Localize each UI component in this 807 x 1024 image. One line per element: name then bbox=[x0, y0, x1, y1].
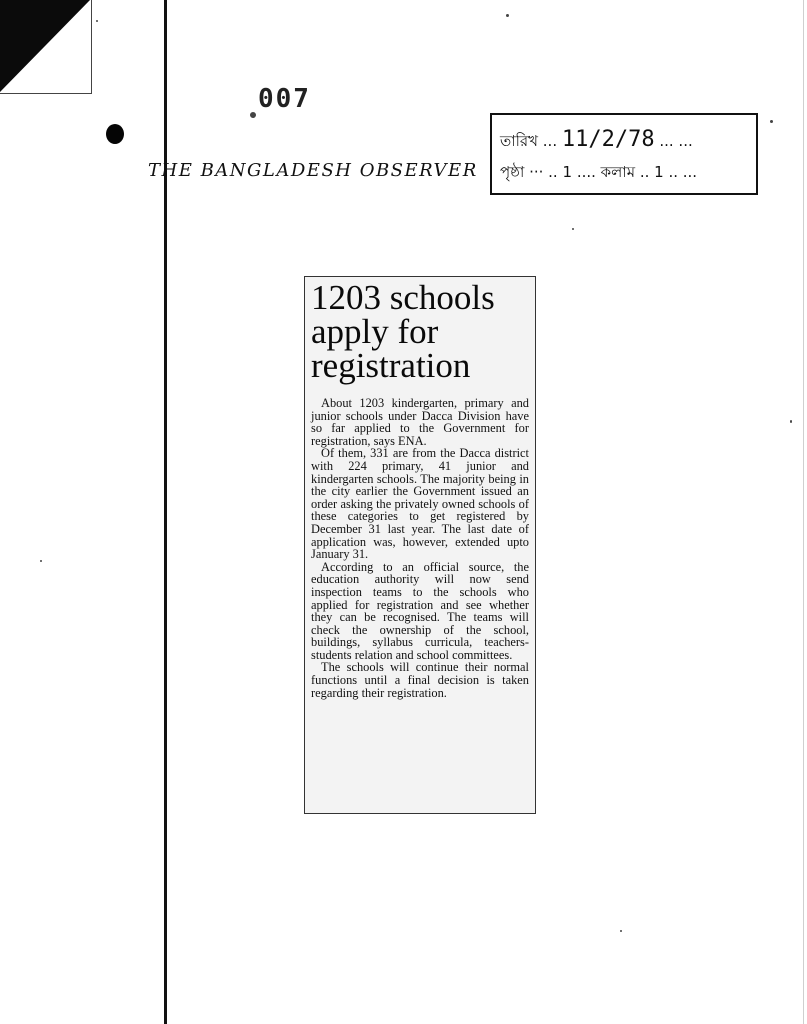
newspaper-clipping bbox=[304, 276, 536, 814]
article-headline: 1203 schools apply for registration bbox=[311, 278, 495, 385]
stamp-column-label: কলাম bbox=[600, 163, 636, 181]
punch-hole bbox=[106, 124, 124, 144]
stamp-date-row: তারিখ ... 11/2/78 ... ... bbox=[500, 127, 693, 152]
stamp-column-value: 1 bbox=[654, 163, 664, 181]
article-paragraph: Of them, 331 are from the Dacca district with 224 primary, 41 junior and kindergarten schools. The majority being in the city earlier the Government issued an order asking the privately owned schools of these categories to get registered by December 31 last year. The last date of application was, however, extended upto January 31. bbox=[311, 446, 529, 562]
article-body bbox=[311, 397, 529, 699]
stamp-page-value: 1 bbox=[562, 163, 573, 181]
stamp-page-label: পৃষ্ঠা bbox=[500, 163, 525, 181]
article-paragraph: The schools will continue their normal functions until a final decision is taken regarding their registration. bbox=[311, 660, 529, 700]
scan-speck bbox=[96, 20, 98, 22]
folded-corner bbox=[0, 0, 90, 92]
scan-speck bbox=[250, 112, 256, 118]
scan-speck bbox=[620, 930, 622, 932]
article-paragraph: About 1203 kindergarten, primary and junior schools under Dacca Division have so far applied to the Government for registration, says ENA. bbox=[311, 396, 529, 448]
margin-line bbox=[164, 0, 167, 1024]
scan-speck bbox=[506, 14, 509, 17]
date-page-stamp bbox=[490, 113, 758, 195]
stamp-page-row: পৃষ্ঠা ··· .. 1 .... কলাম .. 1 .. ... bbox=[500, 163, 698, 181]
article-paragraph: According to an official source, the education authority will now send inspection teams to the schools who applied for registration and see whether they can be recognised. The teams will check the ownership of the school, buildings, syllabus curricula, teachers-students relation and school committees. bbox=[311, 559, 529, 662]
stamp-date-value: 11/2/78 bbox=[561, 127, 655, 152]
newspaper-name: THE BANGLADESH OBSERVER bbox=[148, 160, 478, 181]
scan-speck bbox=[40, 560, 42, 562]
scan-speck bbox=[770, 120, 773, 123]
reference-number: 007 bbox=[258, 84, 311, 114]
scan-speck bbox=[790, 420, 792, 423]
stamp-date-label: তারিখ bbox=[500, 132, 538, 150]
scan-speck bbox=[572, 228, 574, 230]
page-right-edge bbox=[803, 0, 804, 1024]
